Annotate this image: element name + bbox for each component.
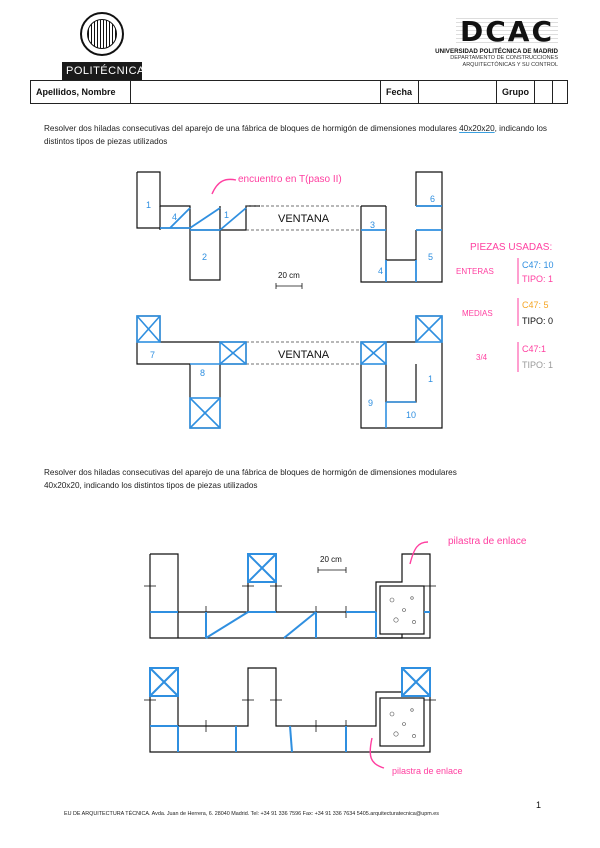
- exercise-2-drawing: [0, 520, 600, 800]
- department-line-1: DEPARTAMENTO DE CONSTRUCCIONES: [450, 55, 558, 61]
- block-num-c2-1: 1: [428, 374, 434, 384]
- pilaster-bottom-annotation: pilastra de enlace: [392, 766, 463, 776]
- window-label-2: VENTANA: [278, 349, 330, 361]
- scale-label-2: 20 cm: [320, 555, 342, 564]
- group-field[interactable]: [535, 81, 553, 103]
- legend-title: PIEZAS USADAS:: [470, 242, 553, 253]
- scale-label-1: 20 cm: [278, 271, 300, 280]
- t-junction-annotation: encuentro en T(paso II): [238, 174, 342, 185]
- university-seal-icon: [80, 12, 124, 56]
- legend-row-2-c47: C47: 5: [522, 300, 549, 310]
- block-num-c2-9: 9: [368, 398, 374, 408]
- course1-left-wall-outline: [137, 172, 260, 280]
- exercise-1-text-before: Resolver dos hiladas consecutivas del aparejo de una fábrica de bloques de hormigón de dimensiones modulares: [44, 124, 457, 133]
- pieces-legend: [456, 242, 554, 372]
- block-num-8: 5: [428, 252, 434, 262]
- group-extra-field[interactable]: [553, 81, 567, 103]
- block-num-c2-7: 7: [150, 350, 156, 360]
- block-num-c2-10: 10: [406, 410, 417, 420]
- window-label-1: VENTANA: [278, 213, 330, 225]
- exercise-2-statement: [44, 466, 564, 492]
- pilaster-top-annotation: pilastra de enlace: [448, 536, 527, 547]
- pilaster-bottom: [380, 698, 424, 746]
- footer-text: EU DE ARQUITECTURA TÉCNICA. Avda. Juan de Herrera, 6. 28040 Madrid. Tel: +34 91 336 7596 Fax: +34 91 336 7634 5405.arquitecturatecnica@upm.es: [64, 811, 439, 817]
- exercise-2-line-2: 40x20x20, indicando los distintos tipos de piezas utilizados: [44, 481, 258, 490]
- course2-right-wall-outline: [361, 316, 442, 428]
- exercise-1-text-after: , indicando los distintos tipos de piezas utilizados: [44, 124, 547, 146]
- dcac-logo: [418, 15, 558, 69]
- pilaster-top: [380, 586, 424, 634]
- dcac-logo-text: DCAC: [456, 18, 558, 46]
- legend-row-2-label: MEDIAS: [462, 309, 493, 318]
- block-num-7: 4: [378, 266, 384, 276]
- block-num-3: 1: [224, 210, 230, 220]
- department-line-2: ARQUITECTÓNICAS Y SU CONTROL: [462, 62, 558, 68]
- legend-row-1-tipo: TIPO: 1: [522, 274, 554, 284]
- block-num-2: 4: [172, 212, 178, 222]
- name-label: Apellidos, Nombre: [31, 81, 131, 103]
- student-info-form: [30, 80, 568, 104]
- block-num-1: 1: [146, 200, 152, 210]
- t-junction-annotation-arrow: [212, 179, 236, 194]
- group-label: Grupo: [497, 81, 535, 103]
- exercise-1-dims: 40x20x20: [459, 124, 495, 133]
- pilaster-top-arrow: [410, 542, 428, 564]
- politecnica-logo-text: POLITÉCNICA: [62, 62, 142, 80]
- name-field[interactable]: [131, 81, 381, 103]
- legend-row-3-c47: C47:1: [522, 344, 547, 354]
- legend-row-2-tipo: TIPO: 0: [522, 316, 554, 326]
- block-num-c2-8: 8: [200, 368, 206, 378]
- legend-row-3-tipo: TIPO: 1: [522, 360, 554, 370]
- block-num-4: 2: [202, 252, 208, 262]
- legend-row-1-c47: C47: 10: [522, 260, 554, 270]
- exercise-2-line-1: Resolver dos hiladas consecutivas del aparejo de una fábrica de bloques de hormigón de dimensiones modulares: [44, 468, 457, 477]
- block-num-5: 3: [370, 220, 376, 230]
- exercise-1-statement: [44, 122, 564, 148]
- legend-row-1-label: ENTERAS: [456, 267, 494, 276]
- upm-logo: [62, 12, 145, 80]
- university-name: UNIVERSIDAD POLITÉCNICA DE MADRID: [435, 48, 558, 55]
- exercise-1-drawing: [0, 150, 600, 440]
- page-number: 1: [536, 800, 542, 810]
- course2-left-wall-outline: [137, 316, 246, 428]
- legend-row-3-label: 3/4: [476, 353, 488, 362]
- block-num-6: 6: [430, 194, 436, 204]
- date-field[interactable]: [419, 81, 497, 103]
- course2-half-blocks: [137, 316, 442, 428]
- date-label: Fecha: [381, 81, 419, 103]
